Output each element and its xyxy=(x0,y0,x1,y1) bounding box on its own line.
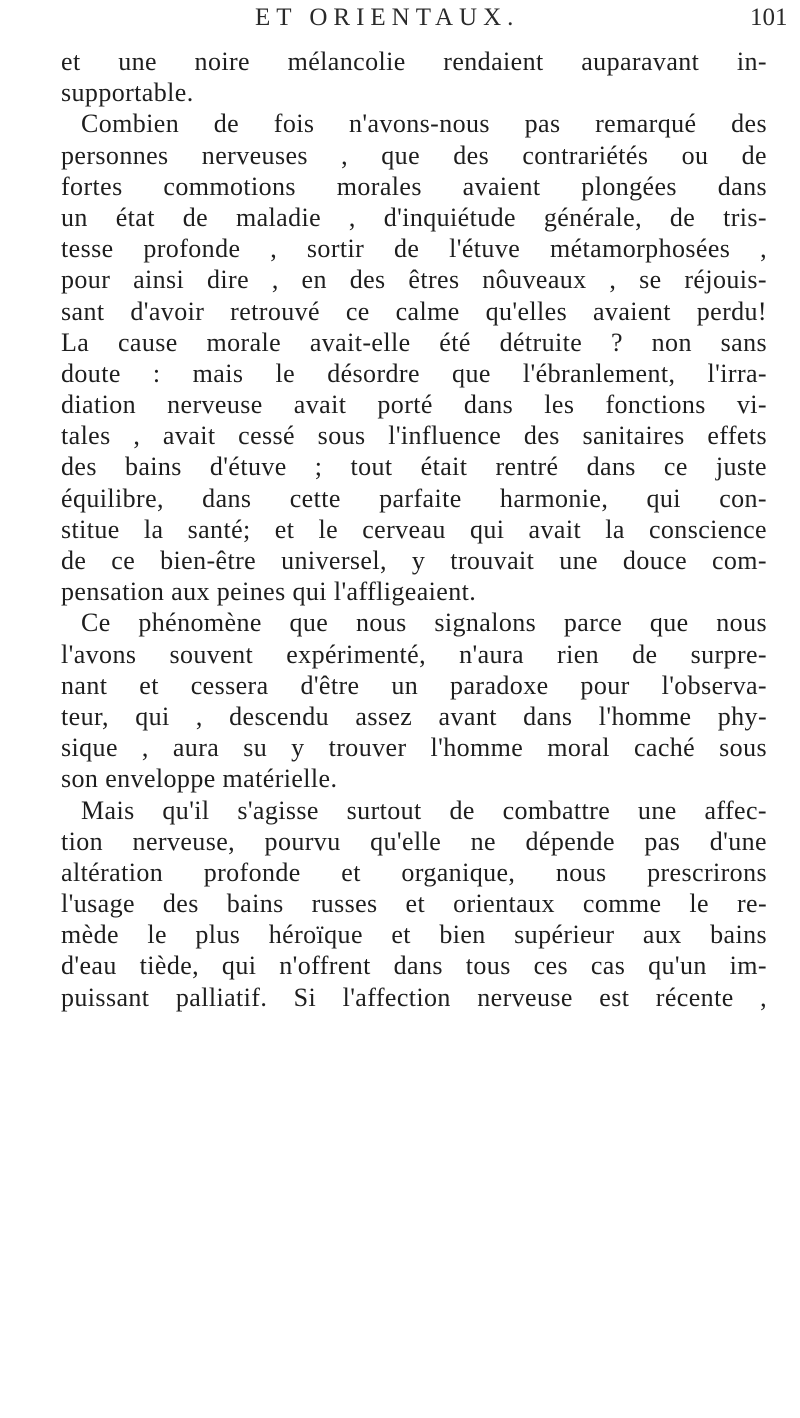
text-line: tesse profonde , sortir de l'étuve métamorphosées , xyxy=(61,234,767,264)
text-line: diation nerveuse avait porté dans les fonctions vi- xyxy=(61,390,767,420)
text-line: pensation aux peines qui l'affligeaient. xyxy=(61,577,477,607)
text-line: tion nerveuse, pourvu qu'elle ne dépende pas d'une xyxy=(61,826,767,856)
text-line: sant d'avoir retrouvé ce calme qu'elles avaient perdu! xyxy=(61,296,767,326)
text-line: l'avons souvent expérimenté, n'aura rien de surpre- xyxy=(61,639,767,669)
text-line: l'usage des bains russes et orientaux comme le re- xyxy=(61,889,767,919)
text-line: Mais qu'il s'agisse surtout de combattre une affec- xyxy=(81,795,767,825)
text-line: personnes nerveuses , que des contrariétés ou de xyxy=(61,140,767,170)
text-line: fortes commotions morales avaient plongées dans xyxy=(61,171,767,201)
running-title: ET ORIENTAUX. xyxy=(255,4,520,31)
text-line: doute : mais le désordre que l'ébranlement, l'irra- xyxy=(61,358,767,388)
text-line: stitue la santé; et le cerveau qui avait la conscience xyxy=(61,514,767,544)
text-line: des bains d'étuve ; tout était rentré dans ce juste xyxy=(61,452,767,482)
text-line: Ce phénomène que nous signalons parce que nous xyxy=(81,608,767,638)
text-line: son enveloppe matérielle. xyxy=(61,764,338,794)
text-line: d'eau tiède, qui n'offrent dans tous ces cas qu'un im- xyxy=(61,951,767,981)
text-line: Combien de fois n'avons-nous pas remarqué des xyxy=(81,109,767,139)
text-line: équilibre, dans cette parfaite harmonie, qui con- xyxy=(61,483,767,513)
body-text xyxy=(61,46,767,1013)
running-header xyxy=(0,4,800,44)
text-line: teur, qui , descendu assez avant dans l'homme phy- xyxy=(61,701,767,731)
text-line: et une noire mélancolie rendaient auparavant in- xyxy=(61,47,767,76)
text-line: puissant palliatif. Si l'affection nerveuse est récente , xyxy=(61,982,767,1012)
text-line: tales , avait cessé sous l'influence des sanitaires effets xyxy=(61,421,767,451)
text-line: un état de maladie , d'inquiétude générale, de tris- xyxy=(61,202,767,232)
text-line: La cause morale avait-elle été détruite ? non sans xyxy=(61,327,767,357)
text-line: mède le plus héroïque et bien supérieur aux bains xyxy=(61,920,767,950)
text-line: sique , aura su y trouver l'homme moral caché sous xyxy=(61,733,767,763)
text-line: pour ainsi dire , en des êtres nôuveaux , se réjouis- xyxy=(61,265,767,295)
text-line: de ce bien-être universel, y trouvait une douce com- xyxy=(61,546,767,575)
text-line: nant et cessera d'être un paradoxe pour l'observa- xyxy=(61,670,767,700)
text-line: altération profonde et organique, nous prescrirons xyxy=(61,857,767,887)
page-number: 101 xyxy=(750,4,788,31)
text-line: supportable. xyxy=(61,78,194,108)
